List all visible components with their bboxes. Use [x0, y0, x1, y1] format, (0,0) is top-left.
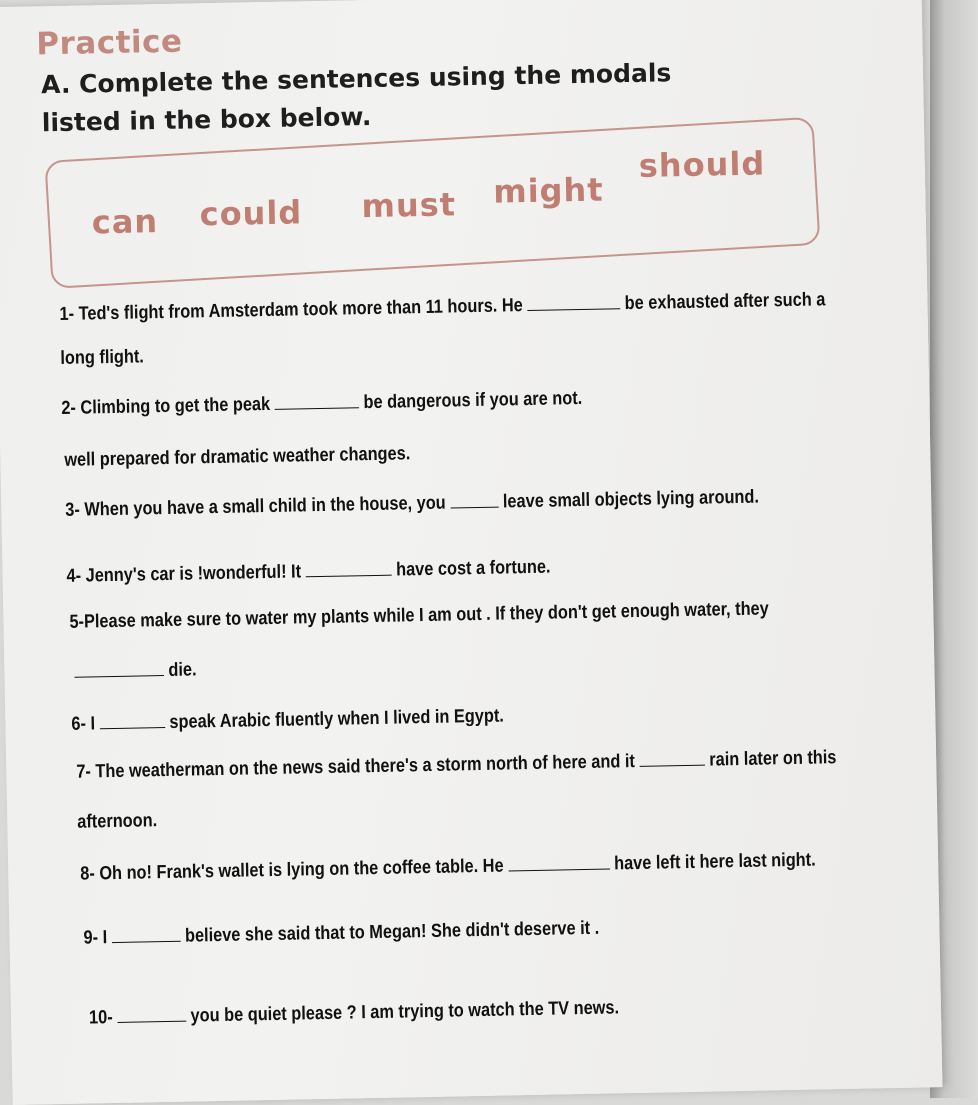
answer-blank[interactable]: [112, 940, 181, 943]
question-1-cont: long flight.: [60, 346, 145, 369]
question-text: 10-: [88, 1007, 113, 1029]
question-6: [71, 706, 504, 736]
question-text: you be quiet please ? I am trying to watch the TV news.: [190, 997, 620, 1027]
question-text: 9- I: [83, 927, 108, 949]
question-text: 7- The weatherman on the news said there's a storm north of here and it: [76, 751, 636, 783]
question-2-cont: well prepared for dramatic weather changes.: [64, 443, 411, 471]
question-7: [76, 747, 836, 784]
question-1: [59, 289, 825, 326]
question-text: have left it here last night.: [613, 849, 816, 875]
answer-blank[interactable]: [100, 726, 165, 729]
question-text: 4- Jenny's car is !wonderful! It: [66, 561, 302, 587]
question-text: believe she said that to Megan! She didn't deserve it .: [184, 917, 600, 947]
question-8: [80, 850, 816, 886]
question-text: 3- When you have a small child in the house, you: [65, 492, 446, 521]
question-7-cont: afternoon.: [77, 810, 158, 833]
question-text: die.: [168, 659, 197, 681]
question-text: 2- Climbing to get the peak: [61, 393, 271, 419]
answer-blank[interactable]: [117, 1020, 186, 1023]
question-text: have cost a fortune.: [395, 556, 551, 581]
question-text: rain later on this: [709, 747, 837, 771]
question-text: 1- Ted's flight from Amsterdam took more than 11 hours. He: [59, 295, 523, 325]
answer-blank[interactable]: [527, 307, 620, 311]
question-5: 5-Please make sure to water my plants while I am out . If they don't get enough water, they: [69, 598, 769, 633]
modal-word: could: [199, 193, 303, 234]
question-5-cont: [74, 659, 197, 683]
question-text: be exhausted after such a: [624, 289, 826, 315]
question-3: [65, 487, 759, 522]
question-9: [83, 918, 599, 950]
question-2: [61, 388, 582, 420]
question-text: be dangerous if you are not.: [363, 387, 583, 414]
page-title: Practice: [36, 23, 183, 63]
question-text: speak Arabic fluently when I lived in Egypt.: [169, 705, 505, 733]
modal-word: should: [638, 144, 766, 185]
instruction-text: A. Complete the sentences using the modals listed in the box below.: [40, 58, 672, 138]
answer-blank[interactable]: [639, 764, 704, 767]
modal-word: might: [492, 170, 604, 211]
answer-blank[interactable]: [275, 406, 359, 410]
answer-blank[interactable]: [450, 506, 498, 509]
answer-blank[interactable]: [508, 868, 609, 872]
answer-blank[interactable]: [306, 574, 392, 578]
question-4: [66, 557, 550, 588]
question-text: 8- Oh no! Frank's wallet is lying on the coffee table. He: [80, 855, 504, 885]
question-text: leave small objects lying around.: [502, 486, 760, 513]
modal-word: must: [361, 185, 457, 226]
question-10: [89, 997, 619, 1029]
answer-blank[interactable]: [74, 674, 163, 678]
modal-word: can: [91, 202, 159, 242]
question-text: 6- I: [71, 713, 96, 735]
